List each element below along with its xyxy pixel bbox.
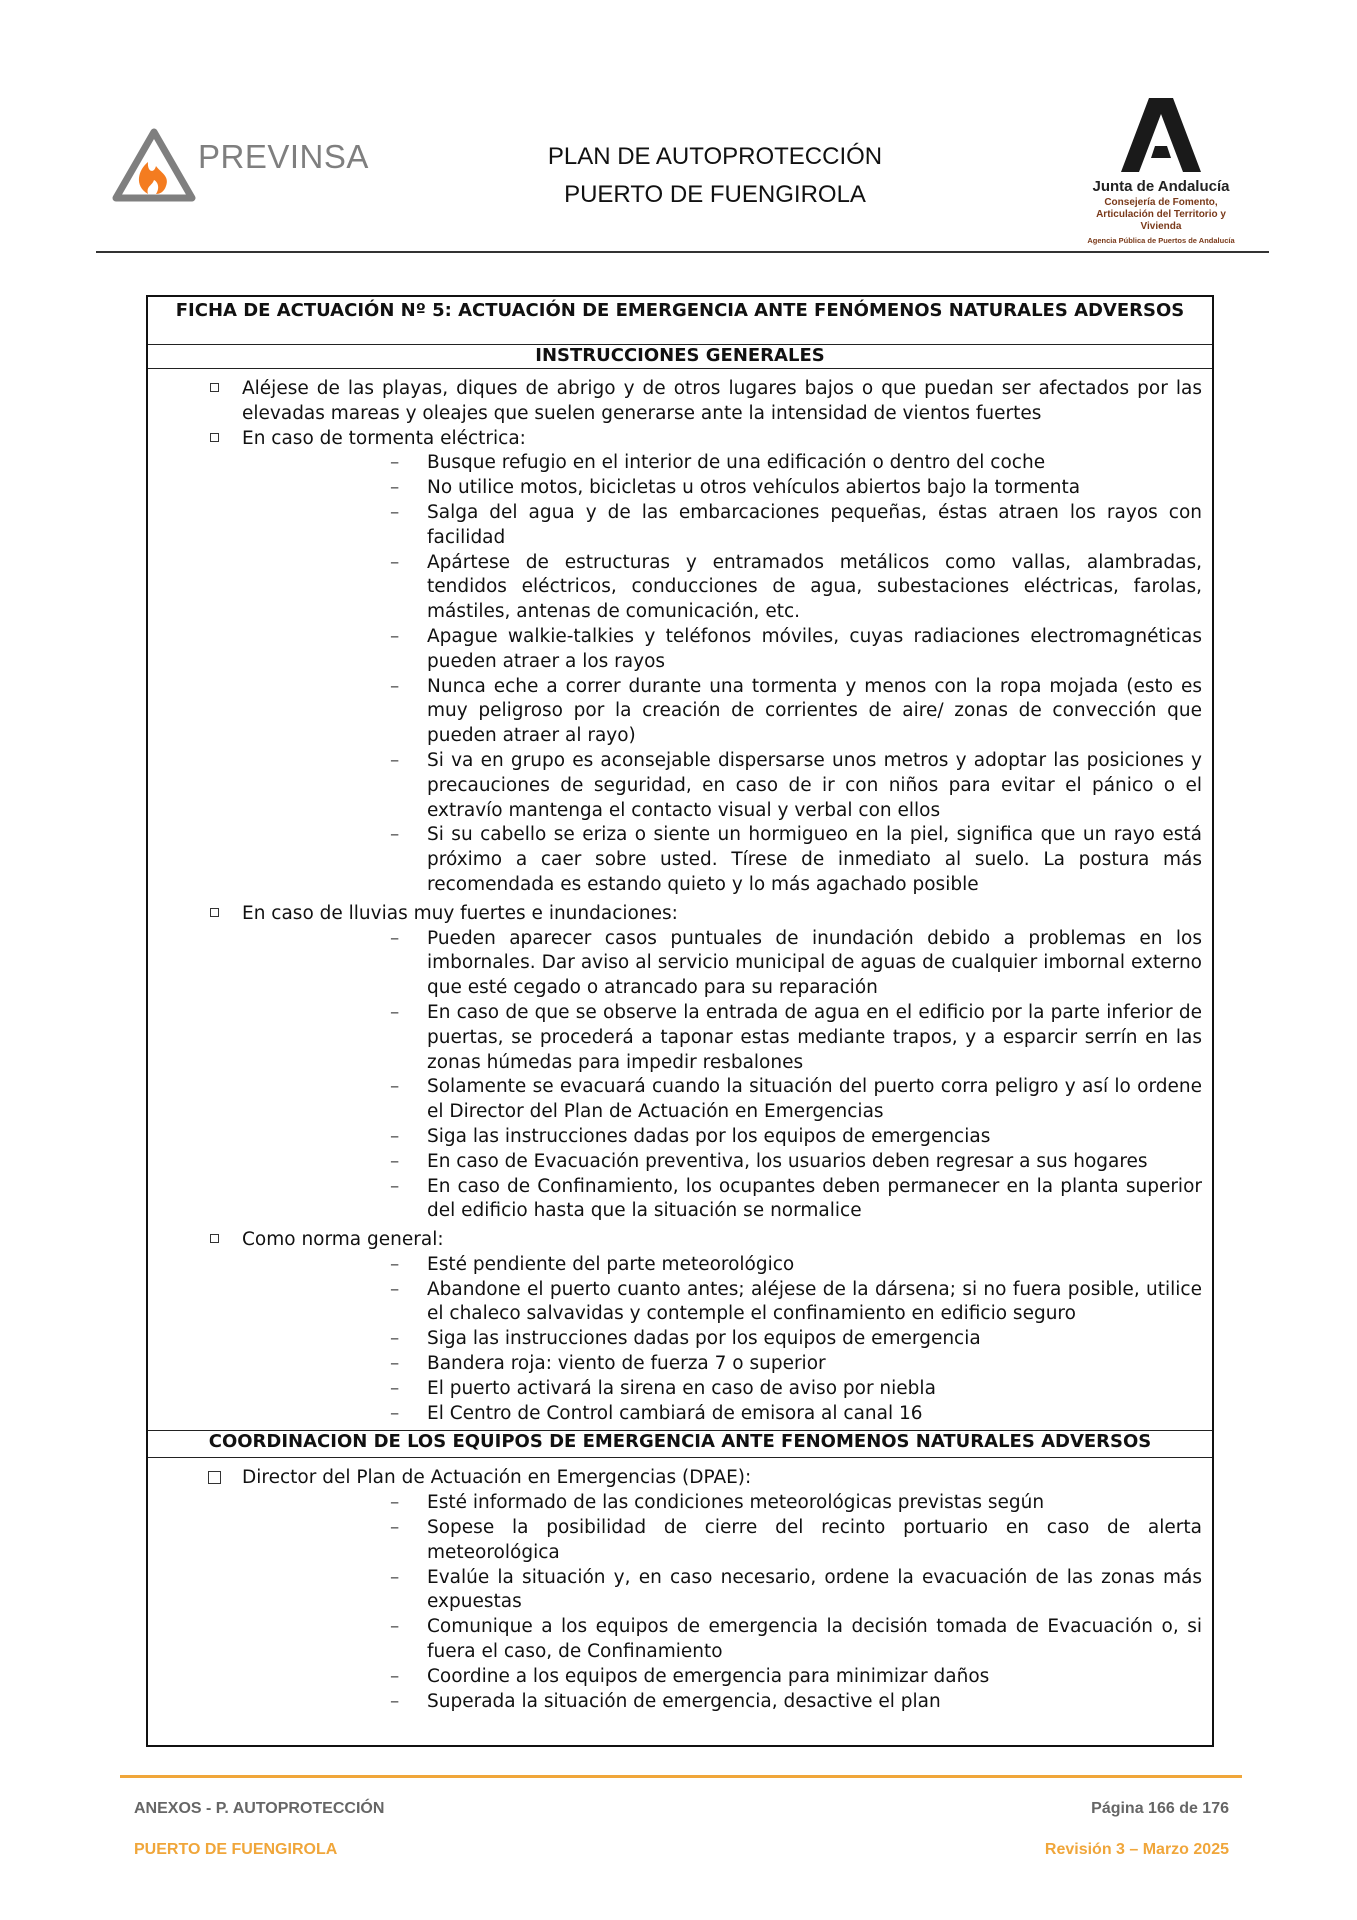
section-coordination: COORDINACION DE LOS EQUIPOS DE EMERGENCIA ANTE FENOMENOS NATURALES ADVERSOS: [148, 1430, 1212, 1458]
dash-bullet-icon: –: [390, 625, 400, 647]
dash-bullet-icon: –: [390, 477, 400, 499]
sheet-title: FICHA DE ACTUACIÓN Nº 5: ACTUACIÓN DE EMERGENCIA ANTE FENÓMENOS NATURALES ADVERSOS: [148, 297, 1212, 345]
sub-instruction: [158, 1150, 1202, 1175]
sub-instruction-text: Esté pendiente del parte meteorológico: [427, 1253, 795, 1275]
title-line-2: PUERTO DE FUENGIROLA: [564, 181, 866, 208]
sub-instruction: [158, 1615, 1202, 1665]
dash-bullet-icon: –: [390, 749, 400, 771]
instruction-text: En caso de lluvias muy fuertes e inundaciones:: [242, 902, 678, 924]
junta-a-emblem-icon: [1119, 96, 1203, 174]
checkbox-bullet-icon: [210, 433, 219, 442]
sub-instruction: [158, 823, 1202, 897]
sub-instruction-text: Bandera roja: viento de fuerza 7 o superior: [427, 1353, 826, 1375]
general-instructions-body: [148, 369, 1212, 1430]
sub-instruction: [158, 1665, 1202, 1690]
sub-instruction: [158, 1516, 1202, 1566]
sub-instruction: [158, 451, 1202, 476]
junta-name: Junta de Andalucía: [1092, 178, 1230, 195]
previnsa-wordmark: PREVINSA: [198, 138, 369, 175]
instruction-item: [158, 427, 1202, 452]
sub-instruction-text: Esté informado de las condiciones meteorológicas previstas según: [427, 1492, 1045, 1514]
dash-bullet-icon: –: [390, 1616, 400, 1638]
title-line-1: PLAN DE AUTOPROTECCIÓN: [547, 143, 883, 170]
section-general-instructions: INSTRUCCIONES GENERALES: [148, 345, 1212, 369]
dash-bullet-icon: –: [390, 927, 400, 949]
previnsa-flame-logo-icon: [112, 126, 196, 204]
footer-page-number: Página 166 de 176: [1091, 1800, 1229, 1817]
junta-andalucia-logo: [1076, 96, 1246, 245]
action-sheet-table: [146, 295, 1214, 1747]
dash-bullet-icon: –: [390, 1492, 400, 1514]
coordination-body: [148, 1458, 1212, 1714]
instruction-item: [158, 902, 1202, 927]
sub-instruction-text: Busque refugio en el interior de una edificación o dentro del coche: [427, 452, 1046, 474]
sub-instruction-text: Salga del agua y de las embarcaciones pequeñas, éstas atraen los rayos con facilidad: [427, 501, 1202, 548]
sub-instruction-text: Evalúe la situación y, en caso necesario, ordene la evacuación de las zonas más expuestas: [427, 1566, 1202, 1613]
page-header: [0, 0, 1357, 260]
sub-instruction-text: En caso de Confinamiento, los ocupantes deben permanecer en la planta superior del edificio hasta que la situación se normalice: [427, 1175, 1202, 1222]
sub-instruction: [158, 1075, 1202, 1125]
checkbox-bullet-icon: [210, 383, 219, 392]
sub-instruction: [158, 1278, 1202, 1328]
sub-instruction: [158, 749, 1202, 823]
sub-instruction: [158, 1491, 1202, 1516]
sub-instruction-text: Abandone el puerto cuanto antes; aléjese de la dársena; si no fuera posible, utilice el chaleco salvavidas y contemple el confinamiento en edificio seguro: [427, 1278, 1202, 1325]
dash-bullet-icon: –: [390, 452, 400, 474]
dash-bullet-icon: –: [390, 1253, 400, 1275]
sub-instruction-list: [158, 1253, 1202, 1427]
dash-bullet-icon: –: [390, 1566, 400, 1588]
instruction-text: Aléjese de las playas, diques de abrigo y de otros lugares bajos o que puedan ser afectados por las elevadas mareas y oleajes que suelen generarse ante la intensidad de vientos fuertes: [242, 378, 1202, 424]
dash-bullet-icon: –: [390, 1377, 400, 1399]
sub-instruction: [158, 1175, 1202, 1225]
sub-instruction: [158, 476, 1202, 501]
sub-instruction-list: [158, 1491, 1202, 1714]
dash-bullet-icon: –: [390, 1175, 400, 1197]
checkbox-bullet-icon: [210, 1234, 219, 1243]
dash-bullet-icon: –: [390, 1001, 400, 1023]
sub-instruction-text: Apártese de estructuras y entramados metálicos como vallas, alambradas, tendidos eléctricos, conducciones de agua, subestaciones eléctricas, farolas, mástiles, antenas de comunicación, etc.: [427, 551, 1202, 623]
sub-instruction-text: Sopese la posibilidad de cierre del recinto portuario en caso de alerta meteorológica: [427, 1517, 1202, 1563]
junta-dept-line-2: Articulación del Territorio y Vivienda: [1096, 209, 1226, 232]
sub-instruction-list: [158, 927, 1202, 1225]
checkbox-bullet-icon: [210, 908, 219, 917]
sub-instruction-text: Solamente se evacuará cuando la situación del puerto corra peligro y así lo ordene el Director del Plan de Actuación en Emergencias: [427, 1076, 1202, 1123]
sub-instruction: [158, 625, 1202, 675]
sub-instruction-list: [158, 451, 1202, 897]
sub-instruction-text: El Centro de Control cambiará de emisora al canal 16: [427, 1402, 923, 1424]
sub-instruction: [158, 551, 1202, 625]
sub-instruction: [158, 1352, 1202, 1377]
sub-instruction: [158, 1566, 1202, 1616]
sub-instruction: [158, 675, 1202, 749]
sub-instruction-text: El puerto activará la sirena en caso de aviso por niebla: [427, 1377, 936, 1399]
sub-instruction: [158, 1253, 1202, 1278]
dash-bullet-icon: –: [390, 1278, 400, 1300]
junta-department: [1076, 197, 1246, 233]
dash-bullet-icon: –: [390, 1076, 400, 1098]
sub-instruction-text: Si va en grupo es aconsejable dispersarse unos metros y adoptar las posiciones y precauciones de seguridad, en caso de ir con niños para evitar el pánico o el extravío mantenga el contacto visual y verbal con ellos: [427, 749, 1202, 821]
footer-annex-label: ANEXOS - P. AUTOPROTECCIÓN: [134, 1800, 385, 1817]
dash-bullet-icon: –: [390, 824, 400, 846]
document-title: [430, 138, 1000, 214]
sub-instruction-text: Apague walkie-talkies y teléfonos móviles, cuyas radiaciones electromagnéticas pueden atraer a los rayos: [427, 625, 1202, 672]
dash-bullet-icon: –: [390, 675, 400, 697]
instruction-text: En caso de tormenta eléctrica:: [242, 427, 526, 449]
dash-bullet-icon: –: [390, 1402, 400, 1424]
sub-instruction-text: En caso de Evacuación preventiva, los usuarios deben regresar a sus hogares: [427, 1150, 1148, 1172]
sub-instruction: [158, 1327, 1202, 1352]
dash-bullet-icon: –: [390, 551, 400, 573]
sub-instruction: [158, 927, 1202, 1001]
dash-bullet-icon: –: [390, 1690, 400, 1712]
sub-instruction: [158, 1402, 1202, 1427]
dash-bullet-icon: –: [390, 501, 400, 523]
instruction-item: [158, 1466, 1202, 1491]
dash-bullet-icon: –: [390, 1353, 400, 1375]
dash-bullet-icon: –: [390, 1125, 400, 1147]
sub-instruction-text: Siga las instrucciones dadas por los equipos de emergencias: [427, 1125, 991, 1147]
sub-instruction-text: Comunique a los equipos de emergencia la decisión tomada de Evacuación o, si fuera el caso, de Confinamiento: [427, 1616, 1202, 1663]
instruction-item: [158, 377, 1202, 427]
checkbox-bullet-icon: [208, 1471, 221, 1484]
footer-revision: Revisión 3 – Marzo 2025: [1044, 1841, 1229, 1858]
dash-bullet-icon: –: [390, 1665, 400, 1687]
instruction-text: Como norma general:: [242, 1229, 444, 1251]
sub-instruction-text: Nunca eche a correr durante una tormenta y menos con la ropa mojada (esto es muy peligroso por la creación de corrientes de aire/ zonas de convección que pueden atraer al rayo): [427, 675, 1202, 747]
dash-bullet-icon: –: [390, 1328, 400, 1350]
instruction-item: [158, 1228, 1202, 1253]
sub-instruction: [158, 1690, 1202, 1715]
dash-bullet-icon: –: [390, 1150, 400, 1172]
sub-instruction-text: Pueden aparecer casos puntuales de inundación debido a problemas en los imbornales. Dar aviso al servicio municipal de aguas de cualquier imbornal externo que esté cegado o atrancado para su reparación: [427, 927, 1202, 999]
sub-instruction-text: Si su cabello se eriza o siente un hormigueo en la piel, significa que un rayo está próximo a caer sobre usted. Tírese de inmediato al suelo. La postura más recomendada es estando quieto y lo más agachado posible: [427, 824, 1202, 895]
junta-dept-line-1: Consejería de Fomento,: [1104, 197, 1218, 208]
sub-instruction-text: Siga las instrucciones dadas por los equipos de emergencia: [427, 1328, 981, 1350]
dash-bullet-icon: –: [390, 1517, 400, 1539]
sub-instruction: [158, 1377, 1202, 1402]
header-divider: [96, 251, 1269, 253]
sub-instruction-text: No utilice motos, bicicletas u otros vehículos abiertos bajo la tormenta: [427, 477, 1081, 499]
instruction-text: Director del Plan de Actuación en Emergencias (DPAE):: [242, 1467, 752, 1489]
footer-port-name: PUERTO DE FUENGIROLA: [134, 1841, 338, 1858]
junta-agency: Agencia Pública de Puertos de Andalucía: [1087, 236, 1235, 245]
sub-instruction: [158, 501, 1202, 551]
sub-instruction: [158, 1125, 1202, 1150]
sub-instruction-text: Coordine a los equipos de emergencia para minimizar daños: [427, 1665, 990, 1687]
sub-instruction: [158, 1001, 1202, 1075]
sub-instruction-text: Superada la situación de emergencia, desactive el plan: [427, 1690, 941, 1712]
footer-divider: [120, 1775, 1242, 1778]
sub-instruction-text: En caso de que se observe la entrada de agua en el edificio por la parte inferior de puertas, se procederá a taponar estas mediante trapos, y a esparcir serrín en las zonas húmedas para impedir resbalones: [427, 1001, 1202, 1073]
